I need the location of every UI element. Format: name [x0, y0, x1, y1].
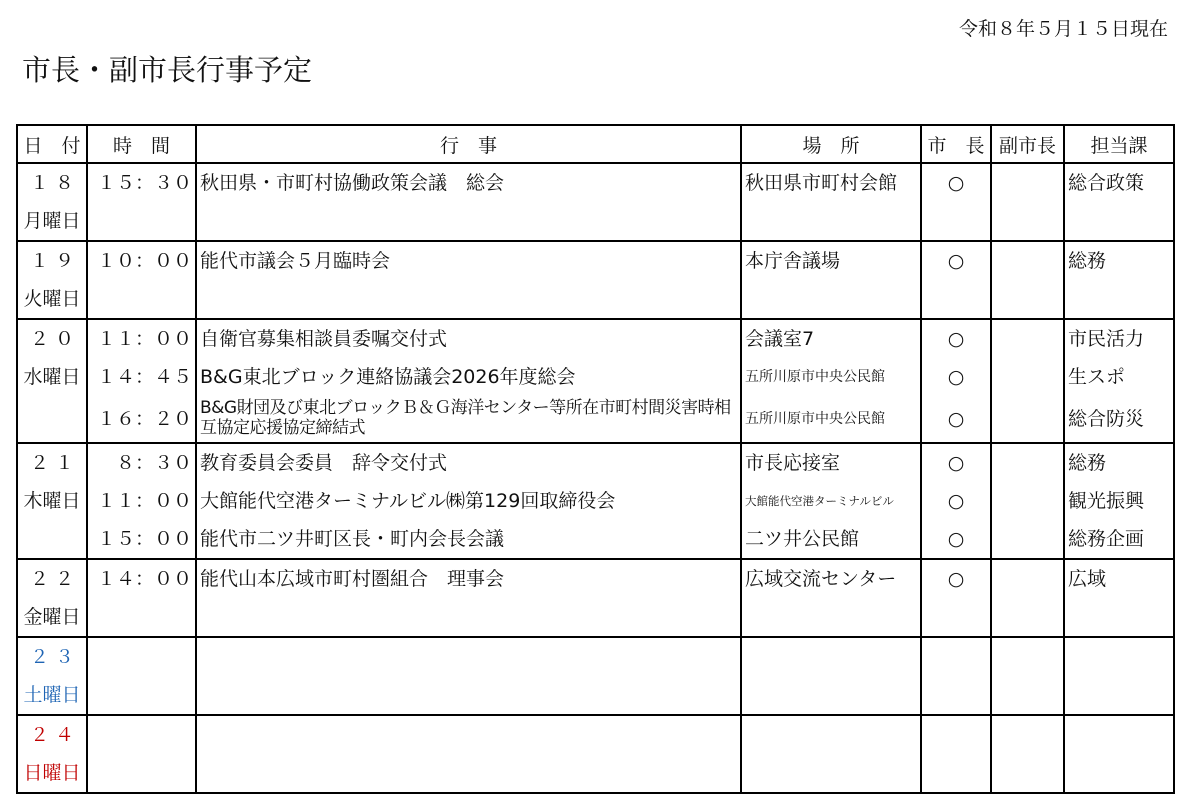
- event-dept: 市民活力: [1068, 328, 1145, 350]
- vice-mayor-cell: [991, 715, 1064, 793]
- event-time: １４：００: [96, 568, 192, 590]
- event-dept: 総務企画: [1068, 528, 1145, 550]
- day-number: ２２: [29, 568, 80, 590]
- event-dept: 総務: [1068, 452, 1107, 474]
- time-cell: [87, 241, 196, 319]
- date-cell: [17, 637, 87, 715]
- event-place: 五所川原市中央公民館: [745, 411, 885, 427]
- date-cell: [17, 241, 87, 319]
- table-row: [17, 319, 1174, 443]
- mayor-cell: [921, 637, 991, 715]
- dept-cell: [1064, 319, 1174, 443]
- event-place: 二ツ井公民館: [745, 528, 860, 550]
- mayor-attend-mark: ○: [947, 366, 965, 388]
- mayor-cell: [921, 319, 991, 443]
- col-mayor-header: 市 長: [921, 125, 991, 163]
- vice-mayor-cell: [991, 637, 1064, 715]
- day-number: ２０: [29, 328, 80, 350]
- vice-mayor-attend-mark: [995, 242, 1060, 280]
- vice-mayor-attend-mark: [995, 444, 1060, 482]
- place-cell: [741, 443, 921, 559]
- col-vice-mayor-header: 副市長: [991, 125, 1064, 163]
- vice-mayor-cell: [991, 163, 1064, 241]
- event-place: 大館能代空港ターミナルビル: [745, 494, 894, 508]
- event-name: B&G東北ブロック連絡協議会2026年度総会: [200, 366, 576, 388]
- vice-mayor-cell: [991, 241, 1064, 319]
- date-cell: [17, 163, 87, 241]
- event-time: １１：００: [96, 490, 192, 512]
- place-cell: [741, 715, 921, 793]
- date-cell: [17, 559, 87, 637]
- event-name: 能代市議会５月臨時会: [200, 250, 391, 272]
- vice-mayor-cell: [991, 443, 1064, 559]
- dept-cell: [1064, 715, 1174, 793]
- event-place: 市長応接室: [745, 452, 841, 474]
- mayor-attend-mark: ○: [947, 490, 965, 512]
- vice-mayor-attend-mark: [995, 396, 1060, 442]
- event-place: 五所川原市中央公民館: [745, 369, 885, 385]
- place-cell: [741, 559, 921, 637]
- mayor-attend-mark: ○: [947, 568, 965, 590]
- event-time: １６：２０: [96, 408, 192, 430]
- vice-mayor-attend-mark: [995, 164, 1060, 202]
- event-cell: [196, 163, 741, 241]
- page-title: 市長・副市長行事予定: [22, 53, 313, 87]
- event-time: ８：３０: [115, 452, 192, 474]
- vice-mayor-attend-mark: [995, 520, 1060, 558]
- event-place: 秋田県市町村会館: [745, 172, 898, 194]
- place-cell: [741, 241, 921, 319]
- time-cell: [87, 559, 196, 637]
- event-cell: [196, 319, 741, 443]
- mayor-attend-mark: ○: [947, 528, 965, 550]
- event-dept: 観光振興: [1068, 490, 1145, 512]
- time-cell: [87, 163, 196, 241]
- mayor-attend-mark: ○: [947, 172, 965, 194]
- time-cell: [87, 443, 196, 559]
- mayor-cell: [921, 241, 991, 319]
- col-date-header: 日 付: [17, 125, 87, 163]
- day-number: １８: [29, 172, 80, 194]
- time-cell: [87, 715, 196, 793]
- vice-mayor-attend-mark: [995, 320, 1060, 358]
- event-name: 自衛官募集相談員委嘱交付式: [200, 328, 448, 350]
- mayor-attend-mark: ○: [947, 250, 965, 272]
- mayor-cell: [921, 559, 991, 637]
- place-cell: [741, 163, 921, 241]
- weekday-label: 金曜日: [23, 606, 81, 628]
- as-of-date: 令和８年５月１５日現在: [958, 18, 1168, 40]
- event-name: B&G財団及び東北ブロックＢ＆Ｇ海洋センター等所在市町村間災害時相互協定応援協定締結式: [200, 398, 731, 438]
- time-cell: [87, 319, 196, 443]
- event-place: 会議室7: [745, 328, 815, 350]
- event-dept: 生スポ: [1068, 366, 1126, 388]
- mayor-attend-mark: ○: [947, 452, 965, 474]
- weekday-label: 月曜日: [23, 210, 81, 232]
- time-cell: [87, 637, 196, 715]
- weekday-label: 水曜日: [23, 366, 81, 388]
- vice-mayor-cell: [991, 559, 1064, 637]
- day-number: ２１: [29, 452, 80, 474]
- date-cell: [17, 443, 87, 559]
- date-cell: [17, 319, 87, 443]
- vice-mayor-cell: [991, 319, 1064, 443]
- vice-mayor-attend-mark: [995, 560, 1060, 598]
- col-event-header: 行 事: [196, 125, 741, 163]
- event-time: １５：３０: [96, 172, 192, 194]
- table-row: [17, 559, 1174, 637]
- day-number: １９: [29, 250, 80, 272]
- event-time: １４：４５: [96, 366, 192, 388]
- event-cell: [196, 637, 741, 715]
- table-row: [17, 637, 1174, 715]
- mayor-cell: [921, 163, 991, 241]
- event-name: 教育委員会委員 辞令交付式: [200, 452, 448, 474]
- weekday-label: 日曜日: [23, 762, 81, 784]
- event-name: 秋田県・市町村協働政策会議 総会: [200, 172, 505, 194]
- table-row: [17, 163, 1174, 241]
- schedule-table: [16, 124, 1175, 794]
- event-place: 広域交流センター: [745, 568, 897, 590]
- weekday-label: 土曜日: [23, 684, 81, 706]
- event-dept: 総合政策: [1068, 172, 1145, 194]
- mayor-cell: [921, 715, 991, 793]
- event-cell: [196, 715, 741, 793]
- vice-mayor-attend-mark: [995, 482, 1060, 520]
- weekday-label: 火曜日: [23, 288, 81, 310]
- event-name: 能代市二ツ井町区長・町内会長会議: [200, 528, 505, 550]
- col-dept-header: 担当課: [1064, 125, 1174, 163]
- weekday-label: 木曜日: [23, 490, 81, 512]
- date-cell: [17, 715, 87, 793]
- event-time: １０：００: [96, 250, 192, 272]
- event-cell: [196, 443, 741, 559]
- table-row: [17, 715, 1174, 793]
- col-place-header: 場 所: [741, 125, 921, 163]
- mayor-attend-mark: ○: [947, 328, 965, 350]
- day-number: ２４: [29, 724, 80, 746]
- event-dept: 総合防災: [1068, 408, 1145, 430]
- place-cell: [741, 319, 921, 443]
- dept-cell: [1064, 637, 1174, 715]
- col-time-header: 時 間: [87, 125, 196, 163]
- event-dept: 広域: [1068, 568, 1107, 590]
- header-row: [17, 125, 1174, 163]
- mayor-attend-mark: ○: [947, 408, 965, 430]
- dept-cell: [1064, 559, 1174, 637]
- dept-cell: [1064, 443, 1174, 559]
- event-cell: [196, 241, 741, 319]
- table-row: [17, 241, 1174, 319]
- event-time: １１：００: [96, 328, 192, 350]
- event-name: 能代山本広域市町村圏組合 理事会: [200, 568, 505, 590]
- table-row: [17, 443, 1174, 559]
- event-dept: 総務: [1068, 250, 1107, 272]
- event-name: 大館能代空港ターミナルビル㈱第129回取締役会: [200, 490, 616, 512]
- dept-cell: [1064, 163, 1174, 241]
- place-cell: [741, 637, 921, 715]
- dept-cell: [1064, 241, 1174, 319]
- vice-mayor-attend-mark: [995, 358, 1060, 396]
- event-cell: [196, 559, 741, 637]
- mayor-cell: [921, 443, 991, 559]
- day-number: ２３: [29, 646, 80, 668]
- event-time: １５：００: [96, 528, 192, 550]
- event-place: 本庁舎議場: [745, 250, 841, 272]
